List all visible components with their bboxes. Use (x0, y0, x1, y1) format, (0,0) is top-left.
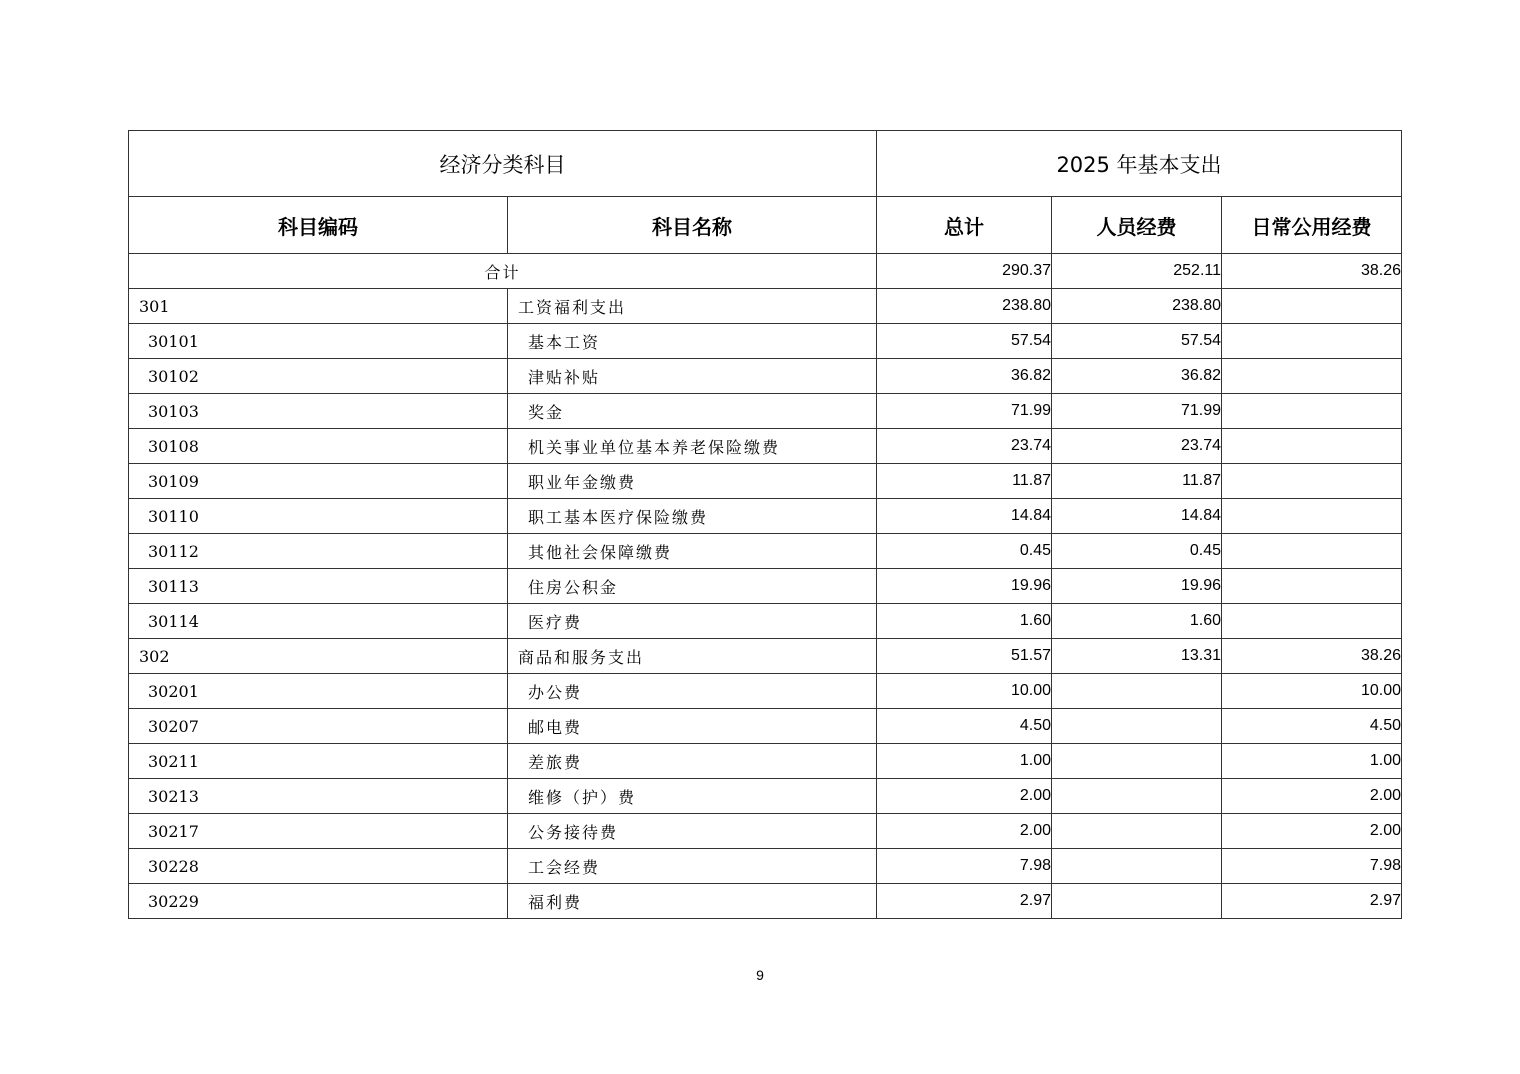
table-row (129, 779, 1402, 814)
table-row (129, 709, 1402, 744)
row-public: 4.50 (1222, 709, 1402, 744)
header-row-2 (129, 197, 1402, 254)
row-public: 2.97 (1222, 884, 1402, 919)
row-public: 38.26 (1222, 639, 1402, 674)
total-row (129, 254, 1402, 289)
row-code: 30213 (129, 779, 508, 814)
row-name: 机关事业单位基本养老保险缴费 (508, 429, 877, 464)
row-name: 差旅费 (508, 744, 877, 779)
row-code: 30201 (129, 674, 508, 709)
row-total: 36.82 (877, 359, 1052, 394)
row-public (1222, 429, 1402, 464)
row-public (1222, 499, 1402, 534)
row-personnel: 71.99 (1052, 394, 1222, 429)
row-total: 19.96 (877, 569, 1052, 604)
row-code: 30207 (129, 709, 508, 744)
row-name: 奖金 (508, 394, 877, 429)
table-row (129, 604, 1402, 639)
table-row (129, 429, 1402, 464)
row-code: 30110 (129, 499, 508, 534)
row-code: 301 (129, 289, 508, 324)
row-total: 4.50 (877, 709, 1052, 744)
row-public: 2.00 (1222, 814, 1402, 849)
table-row (129, 849, 1402, 884)
total-total: 290.37 (877, 254, 1052, 289)
row-personnel: 238.80 (1052, 289, 1222, 324)
row-total: 0.45 (877, 534, 1052, 569)
row-personnel: 19.96 (1052, 569, 1222, 604)
row-code: 30228 (129, 849, 508, 884)
row-public: 7.98 (1222, 849, 1402, 884)
row-total: 1.60 (877, 604, 1052, 639)
row-total: 23.74 (877, 429, 1052, 464)
row-name: 职业年金缴费 (508, 464, 877, 499)
row-personnel (1052, 744, 1222, 779)
table-row (129, 464, 1402, 499)
row-public (1222, 359, 1402, 394)
row-code: 30103 (129, 394, 508, 429)
row-name: 商品和服务支出 (508, 639, 877, 674)
table-row (129, 289, 1402, 324)
total-label: 合计 (129, 254, 877, 289)
table-row (129, 639, 1402, 674)
table-row (129, 324, 1402, 359)
row-code: 30229 (129, 884, 508, 919)
row-code: 30112 (129, 534, 508, 569)
total-personnel: 252.11 (1052, 254, 1222, 289)
row-total: 2.00 (877, 814, 1052, 849)
table-row (129, 884, 1402, 919)
row-code: 30113 (129, 569, 508, 604)
row-code: 30102 (129, 359, 508, 394)
budget-table (128, 130, 1402, 919)
table-row (129, 394, 1402, 429)
table-row (129, 674, 1402, 709)
row-code: 30114 (129, 604, 508, 639)
row-personnel (1052, 779, 1222, 814)
row-personnel (1052, 814, 1222, 849)
header-row-1 (129, 131, 1402, 197)
row-public (1222, 394, 1402, 429)
row-personnel: 13.31 (1052, 639, 1222, 674)
row-total: 11.87 (877, 464, 1052, 499)
header-budget: 2025 年基本支出 (877, 131, 1402, 197)
row-personnel (1052, 884, 1222, 919)
row-name: 津贴补贴 (508, 359, 877, 394)
row-total: 14.84 (877, 499, 1052, 534)
row-total: 10.00 (877, 674, 1052, 709)
row-name: 职工基本医疗保险缴费 (508, 499, 877, 534)
row-code: 30211 (129, 744, 508, 779)
row-code: 30109 (129, 464, 508, 499)
row-public: 2.00 (1222, 779, 1402, 814)
row-name: 办公费 (508, 674, 877, 709)
row-public (1222, 534, 1402, 569)
header-total: 总计 (877, 197, 1052, 254)
table-row (129, 534, 1402, 569)
row-public (1222, 289, 1402, 324)
header-personnel: 人员经费 (1052, 197, 1222, 254)
row-total: 1.00 (877, 744, 1052, 779)
total-public: 38.26 (1222, 254, 1402, 289)
row-personnel: 0.45 (1052, 534, 1222, 569)
row-name: 福利费 (508, 884, 877, 919)
row-public (1222, 464, 1402, 499)
row-name: 住房公积金 (508, 569, 877, 604)
row-total: 71.99 (877, 394, 1052, 429)
row-personnel: 57.54 (1052, 324, 1222, 359)
table-row (129, 569, 1402, 604)
row-personnel: 14.84 (1052, 499, 1222, 534)
row-total: 2.00 (877, 779, 1052, 814)
row-personnel (1052, 709, 1222, 744)
header-name: 科目名称 (508, 197, 877, 254)
header-code: 科目编码 (129, 197, 508, 254)
row-total: 51.57 (877, 639, 1052, 674)
row-public: 1.00 (1222, 744, 1402, 779)
row-code: 30108 (129, 429, 508, 464)
row-personnel (1052, 849, 1222, 884)
row-name: 工会经费 (508, 849, 877, 884)
row-public (1222, 569, 1402, 604)
row-personnel: 1.60 (1052, 604, 1222, 639)
header-category: 经济分类科目 (129, 131, 877, 197)
row-public (1222, 604, 1402, 639)
row-personnel: 23.74 (1052, 429, 1222, 464)
row-name: 其他社会保障缴费 (508, 534, 877, 569)
row-personnel: 36.82 (1052, 359, 1222, 394)
row-name: 邮电费 (508, 709, 877, 744)
page-number: 9 (756, 967, 764, 983)
row-code: 30217 (129, 814, 508, 849)
header-public: 日常公用经费 (1222, 197, 1402, 254)
row-code: 302 (129, 639, 508, 674)
row-personnel: 11.87 (1052, 464, 1222, 499)
row-total: 238.80 (877, 289, 1052, 324)
row-total: 57.54 (877, 324, 1052, 359)
row-name: 公务接待费 (508, 814, 877, 849)
row-name: 医疗费 (508, 604, 877, 639)
table-row (129, 814, 1402, 849)
table-row (129, 499, 1402, 534)
table-row (129, 744, 1402, 779)
row-personnel (1052, 674, 1222, 709)
row-total: 2.97 (877, 884, 1052, 919)
row-name: 工资福利支出 (508, 289, 877, 324)
row-name: 维修（护）费 (508, 779, 877, 814)
table-row (129, 359, 1402, 394)
row-public: 10.00 (1222, 674, 1402, 709)
row-total: 7.98 (877, 849, 1052, 884)
row-name: 基本工资 (508, 324, 877, 359)
row-public (1222, 324, 1402, 359)
row-code: 30101 (129, 324, 508, 359)
